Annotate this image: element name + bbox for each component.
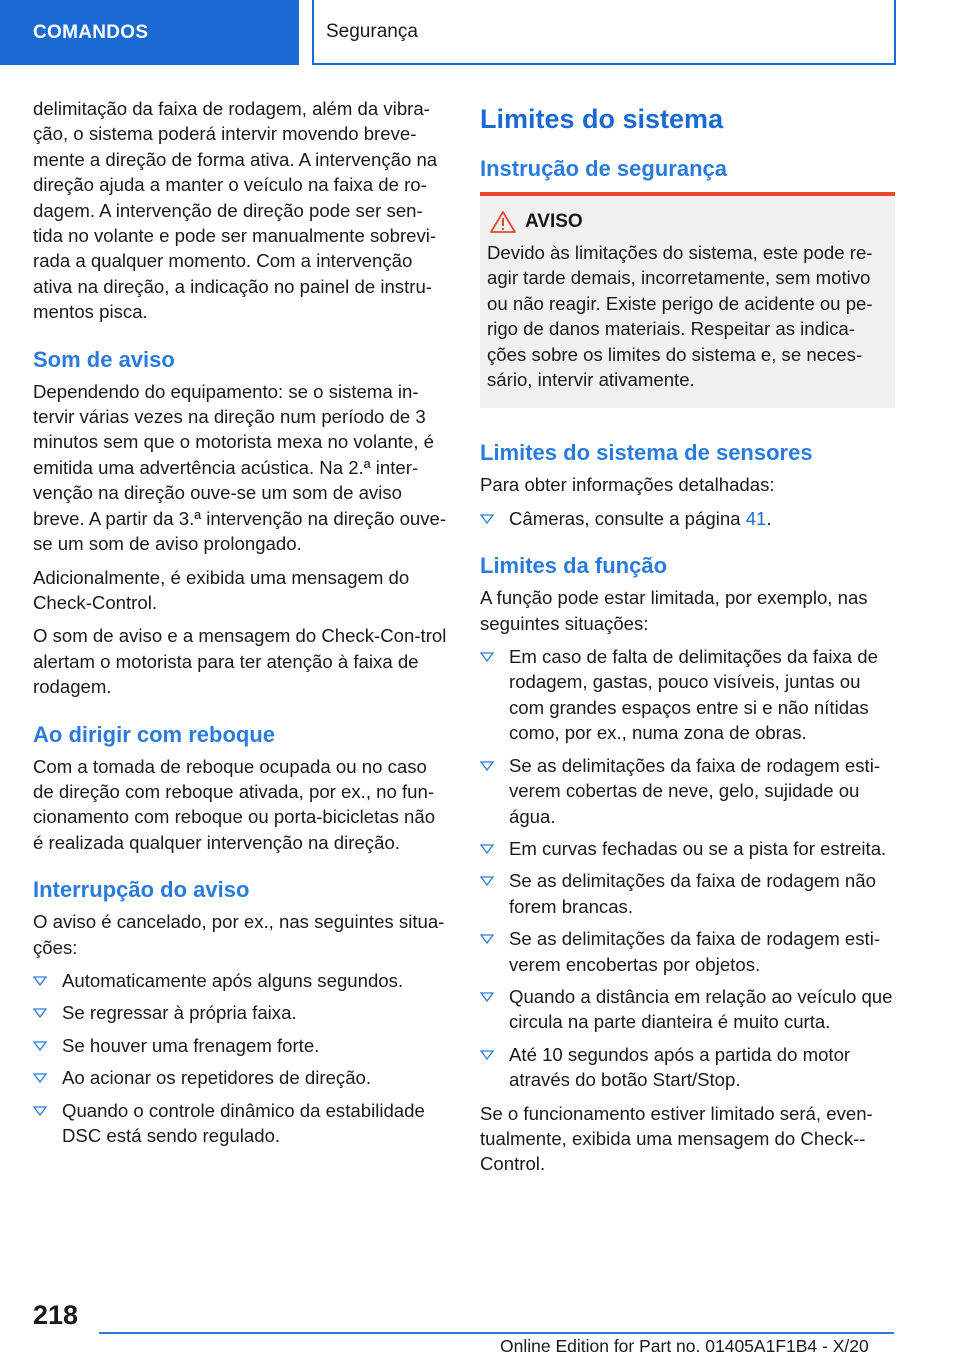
list-item-end: . xyxy=(766,507,772,529)
warning-title: AVISO xyxy=(525,211,583,232)
list-item xyxy=(480,984,895,1035)
list-item xyxy=(480,753,895,829)
funcao-closing-paragraph: Se o funcionamento estiver limitado será, even-tualmente, exibida uma mensagem do Check--Control. xyxy=(480,1102,873,1175)
heading-sensores: Limites do sistema de sensores xyxy=(480,440,813,466)
som-paragraph-2: Adicionalmente, é exibida uma mensagem do Check-Control. xyxy=(33,566,410,613)
list-item-text: Ao acionar os repetidores de direção. xyxy=(62,1067,372,1089)
chapter-title: Segurança xyxy=(312,0,896,65)
list-item-text: Em curvas fechadas ou se a pista for estreita. xyxy=(509,837,887,859)
triangle-bullet-icon xyxy=(480,652,494,662)
triangle-bullet-icon xyxy=(480,844,494,854)
interrupcao-paragraph: O aviso é cancelado, por ex., nas seguintes situa-ções: xyxy=(33,911,445,958)
triangle-bullet-icon xyxy=(480,1050,494,1060)
triangle-bullet-icon xyxy=(480,876,494,886)
page-link[interactable]: 41 xyxy=(745,507,767,529)
heading-interrupcao: Interrupção do aviso xyxy=(33,877,250,903)
funcao-paragraph: A função pode estar limitada, por exemplo, nas seguintes situações: xyxy=(480,587,868,634)
heading-reboque: Ao dirigir com reboque xyxy=(33,721,276,747)
warning-box xyxy=(480,192,895,408)
page-number: 218 xyxy=(33,1300,79,1330)
list-item xyxy=(33,1000,447,1025)
som-paragraph-1: Dependendo do equipamento: se o sistema in-tervir várias vezes na direção num período de 3 minutos sem que o motorista mexa no volante, é emitida uma advertência acústica. Na 2.ª inter-venção na direção ouve-se um som de aviso breve. A partir da 3.ª intervenção na direção ouve-se um som de aviso prolongado. xyxy=(33,380,447,555)
heading-instrucao-seguranca: Instrução de segurança xyxy=(480,156,727,181)
list-item xyxy=(480,926,895,977)
triangle-bullet-icon xyxy=(33,1073,47,1083)
warning-text: Devido às limitações do sistema, este pode re-agir tarde demais, incorretamente, sem motivo ou não reagir. Existe perigo de acidente ou pe-rigo de danos materiais. Respeitar as indica-ções sobre os limites do sistema e, se neces-sário, intervir ativamente. xyxy=(487,242,873,391)
section-tab: COMANDOS xyxy=(0,0,299,65)
list-item xyxy=(33,1033,447,1058)
list-item xyxy=(33,1098,447,1149)
sensores-paragraph: Para obter informações detalhadas: xyxy=(480,474,775,496)
list-item xyxy=(480,868,895,919)
right-column xyxy=(480,96,895,1185)
list-item-text: Automaticamente após alguns segundos. xyxy=(62,969,404,991)
reboque-paragraph: Com a tomada de reboque ocupada ou no caso de direção com reboque ativada, por ex., no fun-cionamento com reboque ou porta-bicicletas não é realizada qualquer intervenção na direção. xyxy=(33,755,436,853)
list-item xyxy=(480,1042,895,1093)
triangle-bullet-icon xyxy=(480,761,494,771)
footer-divider xyxy=(99,1332,894,1334)
left-column xyxy=(33,96,447,1156)
list-item xyxy=(33,968,447,993)
list-item xyxy=(480,836,895,861)
triangle-bullet-icon xyxy=(33,1008,47,1018)
list-item-text: Se as delimitações da faixa de rodagem esti-verem cobertas de neve, gelo, sujidade ou água. xyxy=(509,754,881,827)
list-item-text: Quando o controle dinâmico da estabilidade DSC está sendo regulado. xyxy=(62,1099,425,1146)
triangle-bullet-icon xyxy=(33,976,47,986)
warning-triangle-icon xyxy=(489,210,517,234)
triangle-bullet-icon xyxy=(33,1106,47,1116)
list-item-text: Se as delimitações da faixa de rodagem esti-verem encobertas por objetos. xyxy=(509,928,881,975)
funcao-list xyxy=(480,644,895,1093)
list-item xyxy=(480,644,895,746)
interrupcao-list xyxy=(33,968,447,1148)
som-paragraph-3: O som de aviso e a mensagem do Check-Con-trol alertam o motorista para ter atenção à faixa de rodagem. xyxy=(33,625,447,698)
list-item-text: Em caso de falta de delimitações da faixa de rodagem, gastas, pouco visíveis, juntas ou com grandes espaços entre si e não nítidas como, por ex., numa zona de obras. xyxy=(509,646,878,744)
heading-som-de-aviso: Som de aviso xyxy=(33,346,175,372)
list-item xyxy=(480,506,895,531)
triangle-bullet-icon xyxy=(33,1041,47,1051)
list-item-text: Se as delimitações da faixa de rodagem não forem brancas. xyxy=(509,870,876,917)
list-item xyxy=(33,1065,447,1090)
triangle-bullet-icon xyxy=(480,514,494,524)
list-item-text: Se regressar à própria faixa. xyxy=(62,1002,297,1024)
list-item-text: Quando a distância em relação ao veículo que circula na parte dianteira é muito curta. xyxy=(509,985,893,1033)
list-item-text: Câmeras, consulte a página xyxy=(509,507,746,529)
intro-paragraph: delimitação da faixa de rodagem, além da vibra-ção, o sistema poderá intervir movendo breve-mente a direção de forma ativa. A intervenção na direção ajuda a manter o veículo na faixa de ro-dagem. A intervenção de direção pode ser sen-tida no volante e pode ser manualmente sobrevi-rada a qualquer momento. Com a intervenção ativa na direção, a indicação no painel de instru-mentos pisca. xyxy=(33,98,438,323)
footer-edition: Online Edition for Part no. 01405A1F1B4 - X/20 xyxy=(500,1336,869,1356)
list-item-text: Se houver uma frenagem forte. xyxy=(62,1034,320,1056)
heading-limites-do-sistema: Limites do sistema xyxy=(480,104,724,134)
warning-header xyxy=(487,210,887,234)
triangle-bullet-icon xyxy=(480,992,494,1002)
list-item-text: Até 10 segundos após a partida do motor através do botão Start/Stop. xyxy=(509,1043,851,1091)
sensores-list xyxy=(480,506,895,531)
triangle-bullet-icon xyxy=(480,934,494,944)
heading-limites-funcao: Limites da função xyxy=(480,553,668,579)
